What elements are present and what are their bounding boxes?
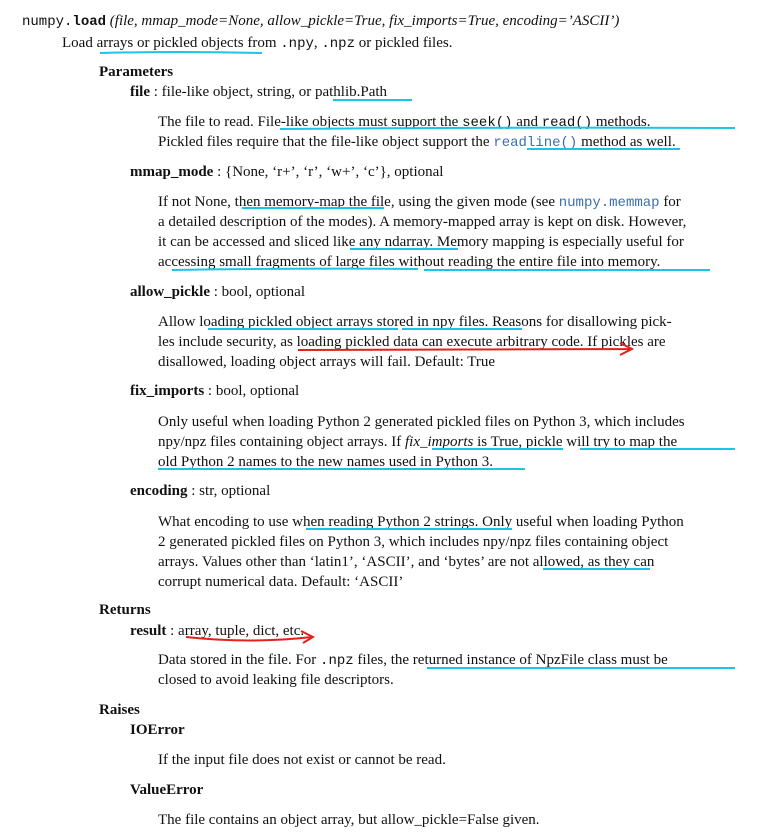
function-signature [22,11,619,32]
memmap-link[interactable]: numpy.memmap [558,195,660,211]
return-result: result : array, tuple, dict, etc. [130,623,305,639]
param-encoding-desc-1: What encoding to use when reading Python 2 strings. Only useful when loading Python [158,514,684,530]
summary-line: Load arrays or pickled objects from .npy, .npz or pickled files. [62,35,453,52]
param-mmap-desc-4: accessing small fragments of large files without reading the entire file into memory. [158,254,661,270]
param-mmap-mode: mmap_mode : {None, ‘r+’, ‘r’, ‘w+’, ‘c’}, optional [130,164,444,180]
param-file-desc-1: The file to read. File-like objects must support the seek() and read() methods. [158,114,651,131]
param-allow-pickle-desc-2: les include security, as loading pickled data can execute arbitrary code. If pickles are [158,334,666,350]
param-encoding: encoding : str, optional [130,483,271,499]
raise-ioerror: IOError [130,722,185,738]
param-allow-pickle: allow_pickle : bool, optional [130,284,306,300]
param-mmap-desc-1: If not None, then memory-map the file, using the given mode (see numpy.memmap for [158,194,681,211]
raises-heading: Raises [99,702,140,718]
param-allow-pickle-desc-1: Allow loading pickled object arrays stored in npy files. Reasons for disallowing pick- [158,314,672,330]
param-fix-imports-desc-2: npy/npz files containing object arrays. If fix_imports is True, pickle will try to map the [158,434,678,450]
raise-valueerror: ValueError [130,782,204,798]
param-fix-imports-desc-3: old Python 2 names to the new names used in Python 3. [158,454,493,470]
function-params: (file, mmap_mode=None, allow_pickle=True, fix_imports=True, encoding=’ASCII’) [109,13,620,29]
param-encoding-desc-2: 2 generated pickled files on Python 3, which includes npy/npz files containing object [158,534,669,550]
param-allow-pickle-desc-3: disallowed, loading object arrays will fail. Default: True [158,354,496,370]
param-encoding-desc-3: arrays. Values other than ‘latin1’, ‘ASCII’, and ‘bytes’ are not allowed, as they can [158,554,655,570]
param-fix-imports: fix_imports : bool, optional [130,383,300,399]
returns-heading: Returns [99,602,151,618]
param-file-desc-2: Pickled files require that the file-like object support the readline() method as well. [158,134,676,151]
parameters-heading: Parameters [99,64,174,80]
return-desc-1: Data stored in the file. For .npz files, the returned instance of NpzFile class must be [158,652,668,669]
param-mmap-desc-3: it can be accessed and sliced like any ndarray. Memory mapping is especially useful for [158,234,684,250]
module-name: numpy. [22,14,73,30]
function-name: load [72,14,107,30]
param-encoding-desc-4: corrupt numerical data. Default: ‘ASCII’ [158,574,404,590]
param-mmap-desc-2: a detailed description of the modes). A memory-mapped array is kept on disk. However, [158,214,687,230]
return-desc-2: closed to avoid leaking file descriptors. [158,672,394,688]
raise-valueerror-desc: The file contains an object array, but allow_pickle=False given. [158,812,540,828]
param-fix-imports-desc-1: Only useful when loading Python 2 generated pickled files on Python 3, which includes [158,414,685,430]
raise-ioerror-desc: If the input file does not exist or cannot be read. [158,752,446,768]
param-file: file : file-like object, string, or pathlib.Path [130,84,388,100]
